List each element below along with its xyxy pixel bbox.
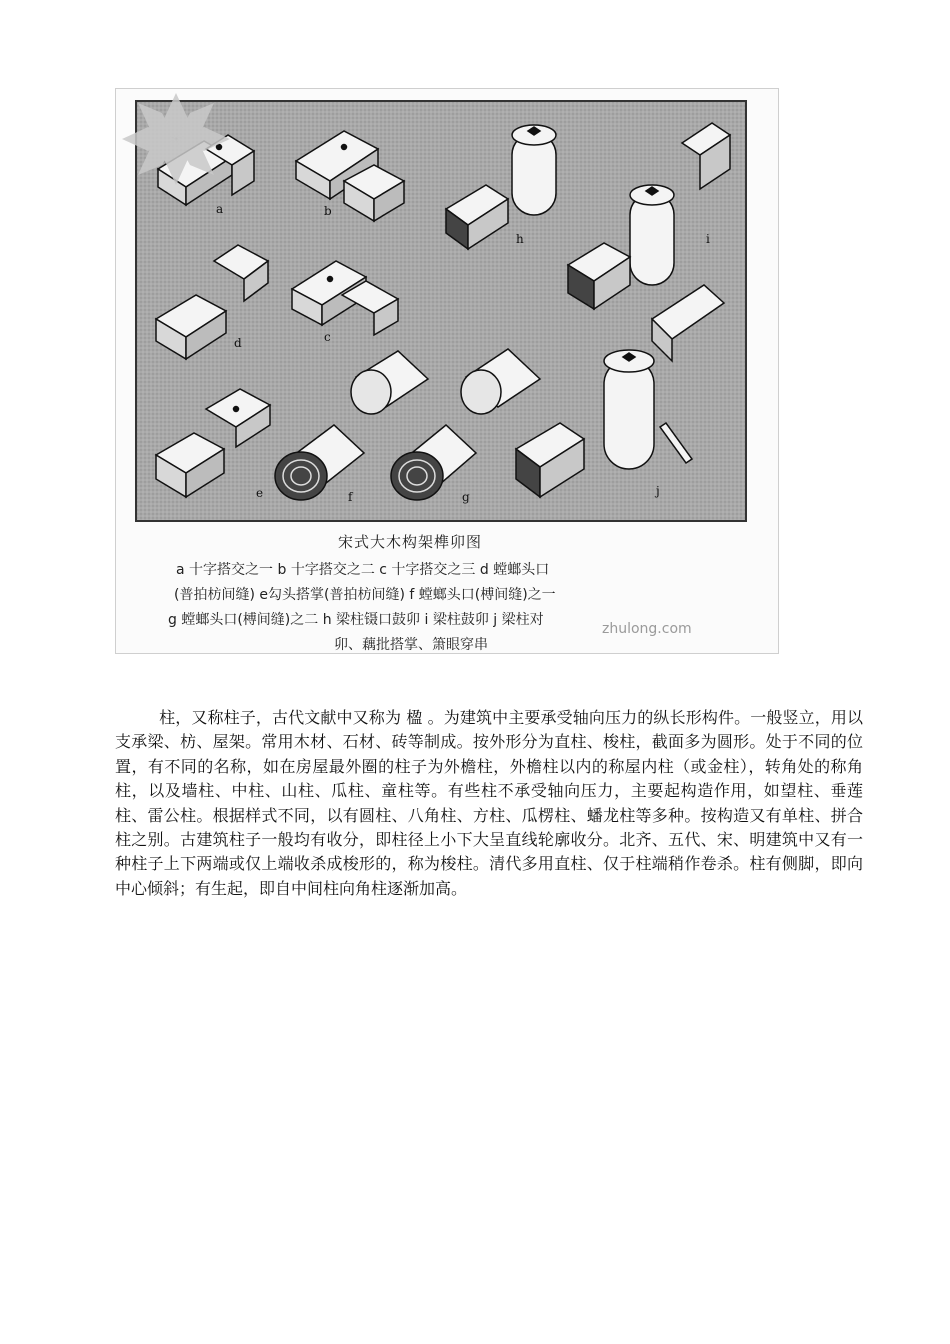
- watermark-text: zhulong.com: [602, 621, 692, 637]
- joint-label-j: j: [656, 484, 660, 498]
- joint-label-h: h: [516, 232, 524, 246]
- joint-label-b: b: [324, 204, 332, 218]
- figure-caption: [138, 531, 758, 654]
- joinery-figure: [115, 88, 779, 654]
- joint-label-d: d: [234, 336, 242, 350]
- caption-line: g 螳螂头口(榑间缝)之二 h 梁柱镊口鼓卯 i 梁柱鼓卯 j 梁柱对: [168, 612, 544, 628]
- caption-line: (普拍枋间缝) e勾头搭掌(普拍枋间缝) f 螳螂头口(榑间缝)之一: [174, 587, 556, 603]
- joint-label-i: i: [706, 232, 710, 246]
- joint-label-e: e: [256, 486, 264, 500]
- watermark-logo-icon: [116, 89, 236, 189]
- joint-label-g: g: [462, 490, 470, 504]
- caption-line: a 十字搭交之一 b 十字搭交之二 c 十字搭交之三 d 螳螂头口: [176, 562, 550, 578]
- joint-label-f: f: [348, 490, 353, 504]
- column-description-paragraph: [115, 706, 863, 901]
- joint-label-c: c: [324, 330, 331, 344]
- paragraph-text: 柱，又称柱子，古代文献中又称为 楹 。为建筑中主要承受轴向压力的纵长形构件。一般竖立，用以支承梁、枋、屋架。常用木材、石材、砖等制成。按外形分为直柱、梭柱，截面多为圆形。处于不同的位置，有不同的名称，如在房屋最外圈的柱子为外檐柱，外檐柱以内的称屋内柱（或金柱），转角处的称角柱，以及墙柱、中柱、山柱、瓜柱、童柱等。有些柱不承受轴向压力，主要起构造作用，如望柱、垂莲柱、雷公柱。根据样式不同，以有圆柱、八角柱、方柱、瓜楞柱、蟠龙柱等多种。按构造又有单柱、拼合柱之别。古建筑柱子一般均有收分，即柱径上小下大呈直线轮廓收分。北齐、五代、宋、明建筑中又有一种柱子上下两端或仅上端收杀成梭形的，称为梭柱。清代多用直柱、仅于柱端稍作卷杀。柱有侧脚，即向中心倾斜；有生起，即自中间柱向角柱逐渐加高。: [115, 708, 863, 898]
- caption-line: 卯、藕批搭掌、箫眼穿串: [334, 637, 488, 653]
- joint-label-a: a: [216, 202, 224, 216]
- caption-title: 宋式大木构架榫卯图: [338, 533, 483, 551]
